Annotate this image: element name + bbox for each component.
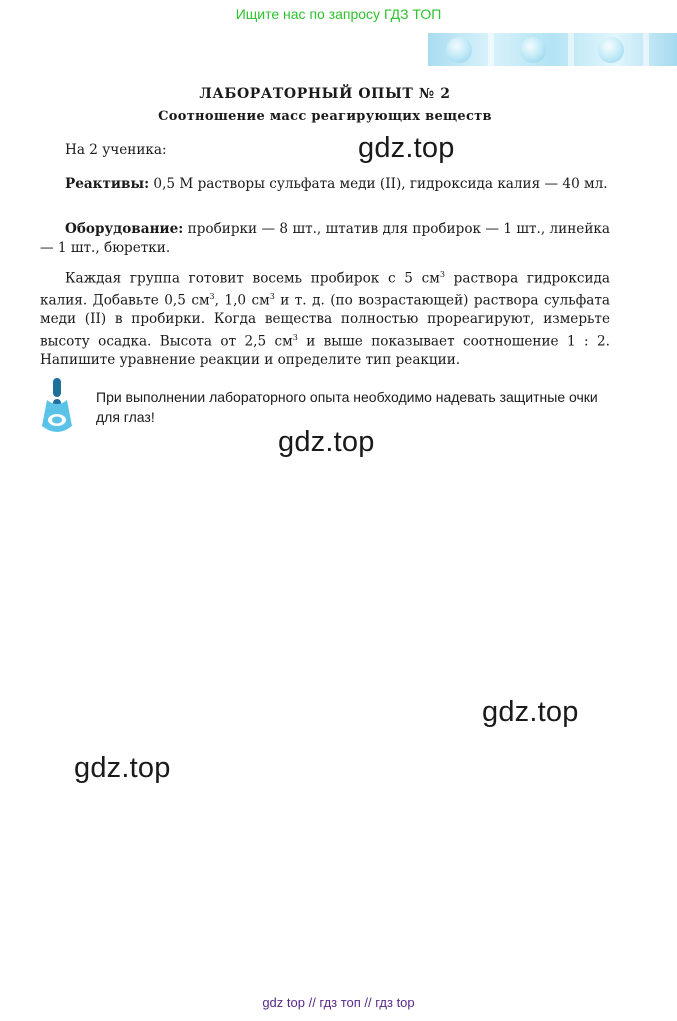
superscript: 3: [292, 332, 298, 342]
watermark: gdz.top: [358, 132, 455, 164]
task-text: Каждая группа готовит восемь пробирок с 5 см: [65, 270, 440, 287]
equipment-text: пробирки — 8 шт., штатив для пробирок — 1 шт., линейка — 1 шт., бюретки.: [40, 221, 610, 256]
warning-icon: [38, 378, 78, 436]
page-subtitle: Соотношение масс реагирующих веществ: [158, 109, 492, 124]
reagents-text: 0,5 М растворы сульфата меди (II), гидроксида калия — 40 мл.: [149, 176, 608, 192]
students-line: На 2 ученика:: [65, 142, 167, 158]
task-text: и т. д. (по возрастающей) раствора сульфата меди (II) в пробирки. Когда вещества полностью прореагируют, измерьте высоту осадка. Высота от 2,5 см: [40, 292, 610, 350]
task-paragraph: [40, 266, 610, 369]
equipment-paragraph: [40, 220, 610, 257]
safety-note: При выполнении лабораторного опыта необходимо надевать защитные очки для глаз!: [96, 389, 598, 425]
task-text: и выше показывает соотношение 1 : 2. Напишите уравнение реакции и определите тип реакции.: [40, 333, 610, 368]
task-text: раствора гидроксида калия. Добавьте 0,5 см: [40, 270, 610, 309]
footer-links[interactable]: gdz top // гдз топ // гдз top: [262, 995, 415, 1010]
search-hint-link[interactable]: Ищите нас по запросу ГДЗ ТОП: [235, 6, 442, 22]
superscript: 3: [209, 292, 215, 302]
superscript: 3: [439, 270, 445, 279]
test-tubes-banner: [428, 33, 677, 66]
reagents-label: Реактивы:: [65, 176, 150, 192]
watermark: gdz.top: [278, 426, 375, 458]
task-text: , 1,0 см: [214, 292, 270, 309]
watermark: gdz.top: [482, 696, 579, 728]
page-title: ЛАБОРАТОРНЫЙ ОПЫТ № 2: [199, 86, 451, 102]
watermark: gdz.top: [74, 752, 171, 784]
equipment-label: Оборудование:: [65, 221, 184, 237]
reagents-paragraph: [40, 175, 610, 194]
superscript: 3: [269, 292, 275, 302]
